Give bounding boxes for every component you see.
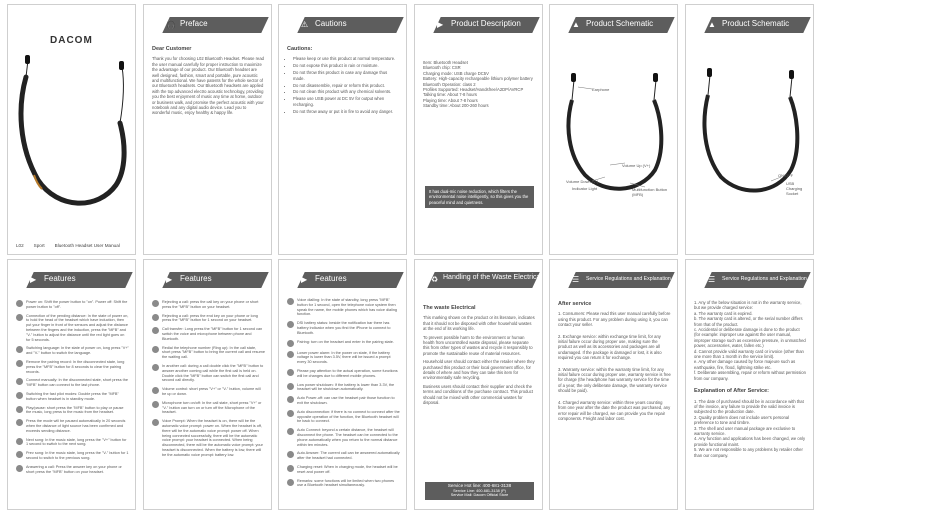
play-icon: ▶ [30,275,37,284]
volume-icon [152,387,159,394]
list-item: Prev song: In the music state, long press the "V-" button for 1 second to switch to the previous song. [16,451,129,461]
low-battery-icon [287,351,294,358]
schematic2-panel [685,4,814,255]
remarks-icon [287,479,294,486]
section-header-bar [26,272,132,288]
play-icon: ▶ [301,275,308,284]
list-item: Low power shutdown: If the battery is lower than 3.3V, the headset will be shutdown automatically. [287,383,400,393]
features3-panel [278,259,407,510]
link-icon [16,314,23,321]
list-item: Voice dialling: In the state of standby, long press "MFB" button for 1 second, open the telephone voice system then speak the name, the mobile phones which has voice dialing function. [287,298,400,317]
paragraph: Business users should contact their supplier and check the terms and conditions of the purchase contract. This product should not be mixed with other commercial wastes for disposal. [423,383,534,406]
section-title: Preface [180,19,208,28]
paragraph: 4. Charged warranty service: within three years counting from one year after the date the product was purchased, any error repair will be charged, we can provide you the repair components. Freight and labor cost. [558,399,671,421]
mfb-label: Multifunction Button (MFB) [632,187,668,197]
brand-logo: DACOM [50,35,93,46]
model-code: L02 [16,243,24,248]
play-icon: ▶ [437,20,444,29]
section-header-bar [297,17,403,33]
list-item: Switching the fast pilot modes: Double press the "MFB" button when headset is in standby mode. [16,392,129,402]
list-item: • Do not disassemble, repair or reform this product. [293,83,400,88]
language-icon [16,346,23,353]
on-off-label: ON/OFF [778,173,794,178]
play-pause-icon [16,406,23,413]
list-item: Pairing: turn on the headset and enter in the pairing state. [287,340,400,347]
list-icon: ☰ [572,275,580,284]
warning-icon: ⚠ [301,20,309,29]
list-item: DSI battery status: beside the notification bar there has battery indicator when you first the iPhone to connect to Bluetooth. [287,321,400,335]
list-item: Lower power alarm: In the power on state, if the battery voltage is lower than 3.5V, there will be issued a prompt every 30 seconds. [287,351,400,365]
pause-icon [16,419,23,426]
info-icon [287,369,294,376]
cover-panel [7,4,136,255]
list-icon: ☰ [708,275,716,284]
list-item: Rejecting a call: press the end key on your phone or long press the "MFB" button for 1 second on your headset. [152,314,265,324]
auto-power-off-icon [287,396,294,403]
list-item: Voice Prompt: When the headset is on, there will be the automatic voice prompt: power on. When the headset is off, there will be the automatic voice prompt: power off. When being connected successfully, there will be the automatic voice prompt: your headset is connected. When being disconnected, there will be the automatic voice prompt: your headset is disconnected. When the battery is low, there will be the automatic voice prompt: battery low. [152,419,265,457]
battery-icon [287,321,294,328]
list-item: 2. Quality problem does not include user's personal preference to tone and timbre. [694,414,790,426]
power-icon [16,300,23,307]
description-body [423,60,536,109]
spec-line: Profiles Supported: Headset/Handsfree/A2DP/AVRCP [423,87,524,93]
section-title: Service Regulations and Explanation [586,276,671,282]
voice-prompt-icon [152,419,159,426]
next-icon [16,438,23,445]
section-title: Features [44,274,76,283]
spec-line: Talking time: About 7-8 hours [423,92,478,98]
waste-panel [414,259,543,510]
section-title: Cautions [315,19,347,28]
list-item: d. Cannot provide valid warranty card or invoice (other than one more than 1 month in the service limit). [694,348,804,360]
schematic1-panel [549,4,678,255]
paragraph: 1. Consumers: Please read this user manual carefully before using this product. For any problem during using it, you can contact your seller. [558,311,671,328]
features2-panel [143,259,272,510]
cautions-panel [278,4,407,255]
list-item: Microphone turn on/off: In the call state, short press "V+" or "V-" button can turn on or turn off the Microphone of the headset. [152,401,265,415]
section-title: Service Regulations and Explanation [722,276,807,282]
clear-icon [16,360,23,367]
reject-icon [152,314,159,321]
section-header-bar [162,17,268,33]
section-title: Features [315,274,347,283]
cautions-body [287,47,400,116]
redial-icon [152,346,159,353]
disconnect-icon [287,410,294,417]
spec-line: Charging mode: USB charge DC5V [423,70,489,76]
spec-line: Bluetooth chip: CSR [423,65,461,71]
list-item: 5. We are not responsible to any problems by retailer other than our company. [694,447,803,458]
pairing-icon [287,340,294,347]
list-item: Next song: In the music state, long press the "V+" button for 1 second to switch to the next song. [16,438,129,448]
transfer-icon [152,327,159,334]
list-item: Answering a call: Press the answer key on your phone or short press the "MFB" button on your headset. [16,465,129,475]
auto-answer-icon [287,451,294,458]
service-line: Service Line: 400-681-3138 (P) [453,488,506,493]
charging-icon [287,465,294,472]
list-item: Rejecting a call: press the call key on your phone or short press the "MFB" button on your headset. [152,300,265,310]
service-hotline-box [425,482,534,500]
headset-diagram [686,5,814,255]
cover-footer [16,243,129,248]
list-item: In another call: during a call double click the "MFB" button to answer another coming call while the first call is held on. Double click the "MFB" button can switch the first call and second call directly. [152,364,265,383]
noise-reduction-note: It has dual-mic noise reduction, which filters the environmental noise intelligently, so this gives you the peaceful mind and quietness. [425,186,534,208]
section-header-bar [162,272,268,288]
service-hotline: Service Hot line: 400-681-3138 [447,483,512,488]
phone-icon [152,300,159,307]
phone-icon [16,465,23,472]
list-item: b. The warranty card is altered, or the serial number differs from that of the product. [694,316,803,327]
list-item: • Do not throw away or put it in fire to avoid any danger. [293,109,400,114]
waste-body [423,306,536,409]
list-item: • Do not throw this product in case any damage thus made. [293,70,400,81]
section-title: Product Schematic [586,19,654,28]
microphone-icon [152,401,159,408]
list-item: Volume control: short press "V+" or "V-" button, volume will be up or down. [152,387,265,397]
list-item: c. Accidental or deliberate damage is done to the product (for example: improper use against the user manual, improper storage such as excessive pressure, in unmatched power, accessories, water, fallen etc.) [694,327,806,349]
list-item: Switching language: In the state of power on, long press "V+" and "V-" button to switch the language. [16,346,129,356]
headset-illustration [8,5,136,255]
shutdown-icon [287,383,294,390]
list-item: Play/pause: short press the "MFB" button to play or pause the music, long press to the music from the headset. [16,406,129,416]
list-item: Please pay attention to the actual operation, some functions will be changes due to different mobile phones. [287,369,400,379]
explanation-heading: Explanation of After Service: [694,388,769,395]
spec-line: Battery: High-capacity rechargeable lithium polymer battery [423,76,533,82]
list-item: Power on: Shift the power button to "on". Power off: Shift the power button to "off". [16,300,129,310]
triangle-icon: ▲ [708,20,716,29]
service2-panel [685,259,814,510]
paragraph: Household user should contact either the retailer where they purchased this product or their local government office, for details of where and how they can take this item for environmentally safe recycling. [423,359,535,381]
list-item: Connect manually: In the disconnected state, short press the "MFB" button can connect to the last phone. [16,378,129,388]
list-item: Charging reset: When in charging mode, the headset will be reset and power off. [287,465,400,475]
headset-diagram [550,5,678,255]
spec-line: Item: Bluetooth Headset [423,60,468,65]
paragraph: This marking shown on the product or its literature, indicates that it should not be disposed with other household wastes at the end of its working life. [423,315,535,332]
list-item: 4. Any function and applications has been changed, we only provide functional maint. [694,436,806,447]
triangle-icon: ▲ [572,20,580,29]
after-service-heading: After service [558,301,592,307]
play-icon: ▶ [166,275,173,284]
section-header-bar [297,272,403,288]
call-waiting-icon [152,364,159,371]
list-item: • Please use USB power at DC 5V for output when recharging. [293,96,400,107]
cautions-list [287,56,400,114]
list-item: Auto Power-off: can use the headset pair those function to exit the shutdown. [287,396,400,406]
spec-line: Standby time: About 200-260 hours [423,103,489,109]
list-item: Remove the pairing record: In the disconnected state, long press the "MFB" button for 8 seconds to clear the pairing records. [16,360,129,374]
section-title: Product Schematic [722,19,790,28]
section-title: Handling of the Waste Electrical [443,274,542,281]
features2-body [152,300,265,462]
service-mall: Service Mall: Dacom Official Store [450,493,509,498]
paragraph: 3. Warranty service: within the warranty time limit, for any initial failure occur during proper use, warranty service is free for charge (the headphone has warranty service for the time of a year; the only deliberate damage, the warranty service should be paid). [558,366,671,394]
volume-down-label: Volume Down (V-) [566,179,599,184]
list-item: Auto Connect: beyond a certain distance, the headset will disconnect the phone. The headset can be connected to the phone automatically when you return to the normal distance within ten minutes. [287,428,400,447]
earphone-label: Earphone [592,87,610,92]
preface-body [152,47,265,119]
auto-connect-icon [287,428,294,435]
list-item: e. Any other damage caused by force majeure such as earthquake, fire, flood, lightning strike etc. [694,359,796,370]
list-item: Auto Answer: The current call can be answered automatically after the headset had connected. [287,451,400,461]
features1-panel [7,259,136,510]
section-title: Product Description [451,19,521,28]
usb-socket-label: USB Charging Socket [786,181,803,196]
volume-up-label: Volume Up (V+) [622,163,651,168]
list-item: 1. The date of purchased should be in accordance with that of the invoice, any failure to provide the valid invoice is subjected to the production date. [694,398,804,415]
list-item: 3. The shell and user manual package are exclusive to warranty service. [694,425,796,436]
list-item: Press the mode will be paused automatically in 20 seconds when the distance of light source has been confirmed and exceeds sending distance. [16,419,129,433]
spec-line: Playing time: About 7-8 hours [423,97,478,103]
paragraph: 2. Exchange service: within exchange time limit, for any initial failure occur during proper use, making sure the product as well as its accessories and packages are all undamaged. If the package is damaged or lost, it is also required you can return it for exchange. [558,333,662,361]
cautions-heading: Cautions: [287,46,313,52]
list-item: Auto disconnection: if there is no connect to connect after the opposite operation of the function, the Bluetooth headset will be back to connect. [287,410,400,424]
indicator-label: Indicator Light [572,186,598,191]
recycle-icon: ♻ [431,275,439,284]
manual-title: Bluetooth Headset User Manual [54,243,120,248]
greeting: Dear Customer [152,46,192,52]
prev-icon [16,451,23,458]
list-item: Remarks: some functions will be limited when two phones use a Bluetooth headset simultaneously. [287,479,400,489]
preface-panel [143,4,272,255]
list-item: Connection of the pending distance: In the state of power on, to hold the head of the headset which have induction, then put your finger in front of the sensors and adjust the distance between the fingers and the induction, press the "MFB" and "V-" button to adjust the distance until the red light goes on for 5 seconds. [16,314,129,343]
list-item: Call transfer: Long press the "MFB" button for 1 second can switch the voice and microphone between phone and Bluetooth. [152,327,265,341]
voice-dial-icon [287,298,294,305]
preface-text: Thank you for choosing L02 Bluetooth Headset. Please read the user manual carefully for proper instruction to maximize the advantage of our product. Our Bluetooth headset are well designed, fashion, smart and portable, pure acoustic and multifunctional. We have patents for the whole sector of our Bluetooth headsets. Our Bluetooth headsets are applied with the top advanced electro acoustic technology, providing you the best enjoyment of music any time at home, outdoor or business walk, and promise the perfect acoustic with your notebook and any digital audio device. Lead you to wonderful music, enjoy healthy & happy life. [152,56,264,116]
list-item: f. Deliberate assembling, repair or reform without permission from our company. [694,370,806,381]
list-item: • Do not clean this product with any chemical solvents. [293,89,400,94]
list-item: Redial the telephone number (Ring up): In the call state, short press "MFB" button to bring the current call and resume the waiting call. [152,346,265,360]
connect-icon [16,378,23,385]
sport-label: Sport [33,243,45,248]
list-item: 1. Any of the below situation is not in the warranty service, but we provide charged service: [694,300,802,311]
service2-body [694,300,807,458]
service1-body [558,302,671,424]
list-item: • Do not expose this product in rain or moisture. [293,63,400,68]
features3-body [287,298,400,492]
description-panel [414,4,543,255]
service1-panel [549,259,678,510]
features1-body [16,300,129,478]
mode-icon [16,392,23,399]
section-title: Features [180,274,212,283]
waste-heading: The waste Electrical [423,305,476,311]
list-item: • Please keep or use this product at normal temperature. [293,56,400,61]
headphones-icon: 🎧 [166,20,176,29]
paragraph: To prevent possible harm to the environment or human health from uncontrolled waste disposal, please separate this from other types of wastes and recycle it responsibly to promote the sustainable reuse of material resources. [423,334,533,356]
spec-line: Bluetooth Operation: class 2 [423,81,476,87]
list-item: a. The warranty card is expired. [694,310,753,316]
